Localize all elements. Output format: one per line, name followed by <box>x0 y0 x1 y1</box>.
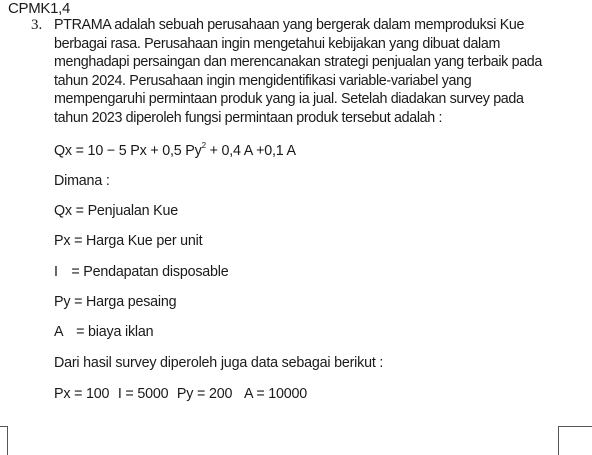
equation-lhs: Qx = 10 − 5 Px + 0,5 Py <box>54 143 202 159</box>
definition-row <box>54 324 153 340</box>
definition-symbol: I <box>54 264 58 280</box>
survey-symbol: Py <box>176 386 194 402</box>
definition-text: = Harga pesaing <box>74 294 177 310</box>
demand-equation <box>54 143 296 159</box>
paragraph-line: tahun 2024. Perusahaan ingin mengidentifikasi variable-variabel yang <box>54 72 472 89</box>
paragraph-line: PTRAMA adalah sebuah perusahaan yang bergerak dalam memproduksi Kue <box>54 17 525 33</box>
definition-row <box>54 264 229 280</box>
paragraph-line: menghadapi persaingan dan merencanakan strategi penjualan yang terbaik pada <box>54 54 543 71</box>
definition-row <box>54 233 202 249</box>
paragraph-line: mempengaruhi permintaan produk yang ia jual. Setelah diadakan survey pada <box>54 91 524 108</box>
definition-text: = Pendapatan disposable <box>71 264 229 280</box>
definition-text: = Penjualan Kue <box>75 203 178 219</box>
survey-symbol: Px <box>54 386 71 402</box>
page-corner-left <box>0 426 8 455</box>
definition-row <box>54 203 178 219</box>
definition-symbol: A <box>54 324 63 340</box>
survey-value: 100 <box>86 386 110 402</box>
dimana-label: Dimana : <box>54 173 110 189</box>
survey-value: 10000 <box>268 386 308 402</box>
definition-text: = Harga Kue per unit <box>74 233 203 249</box>
question-paragraph <box>54 16 584 128</box>
survey-values <box>54 386 307 402</box>
survey-symbol: I <box>117 386 122 402</box>
survey-value: 5000 <box>137 386 169 402</box>
cpmk-header: CPMK1,4 <box>8 0 71 17</box>
definition-symbol: Py <box>54 294 71 310</box>
definition-symbol: Px <box>54 233 71 249</box>
survey-value: 200 <box>208 386 233 402</box>
equation-exponent: 2 <box>201 141 206 150</box>
survey-text: Dari hasil survey diperoleh juga data sebagai berikut : <box>54 355 384 371</box>
page-corner-right <box>558 426 592 455</box>
definition-symbol: Qx <box>54 203 72 219</box>
paragraph-line: berbagai rasa. Perusahaan ingin mengetahui kebijakan yang dibuat dalam <box>54 35 501 52</box>
paragraph-line: tahun 2023 diperoleh fungsi permintaan produk tersebut adalah : <box>54 109 443 126</box>
survey-equals: = <box>125 386 134 402</box>
definition-text: = biaya iklan <box>76 324 154 340</box>
survey-equals: = <box>256 386 265 402</box>
equation-rhs: + 0,4 A +0,1 A <box>205 143 296 159</box>
survey-symbol: A <box>243 386 253 402</box>
survey-equals: = <box>197 386 206 402</box>
survey-equals: = <box>74 386 83 402</box>
definition-row <box>54 294 176 310</box>
question-number: 3. <box>31 17 43 33</box>
